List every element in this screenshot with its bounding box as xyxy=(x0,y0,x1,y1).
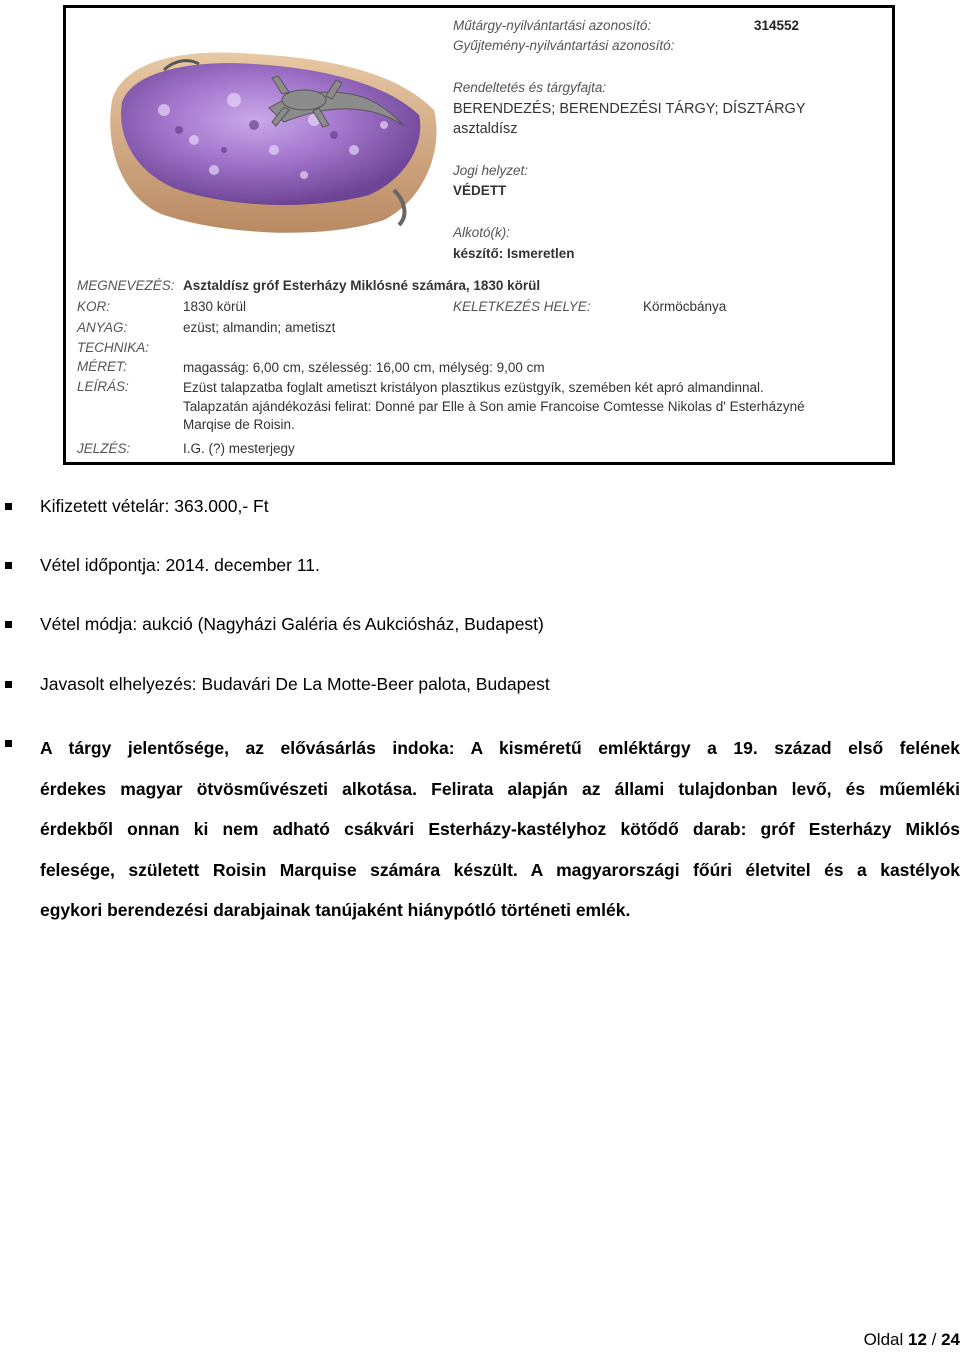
object-record-card xyxy=(63,5,895,465)
bullet-marker xyxy=(5,503,12,510)
total-pages: 24 xyxy=(941,1330,960,1349)
description-line-1: Ezüst talapzatba foglalt ametiszt kristályon plasztikus ezüstgyík, szemében két apró almandinnal. xyxy=(183,380,764,395)
purpose-value: BERENDEZÉS; BERENDEZÉSI TÁRGY; DÍSZTÁRGY xyxy=(453,101,806,117)
name-label: MEGNEVEZÉS: xyxy=(77,278,175,293)
page-prefix: Oldal xyxy=(863,1330,908,1349)
bullet-marker xyxy=(5,562,12,569)
legal-status-value: VÉDETT xyxy=(453,183,507,198)
list-item-method: Vétel módja: aukció (Nagyházi Galéria és Aukciósház, Budapest) xyxy=(40,614,544,634)
registry-number: 314552 xyxy=(754,18,800,33)
description-label: LEÍRÁS: xyxy=(77,379,129,394)
paragraph-line-3: érdekből onnan ki nem adható csákvári Esterházy-kastélyhoz kötődő darab: gróf Esterházy Miklós xyxy=(40,819,960,839)
paragraph-line-2: érdekes magyar ötvösművészeti alkotása. Felirata alapján az állami tulajdonban levő, és műemléki xyxy=(40,778,960,799)
technique-label: TECHNIKA: xyxy=(77,340,150,355)
mark-label: JELZÉS: xyxy=(77,441,131,456)
mark-value: I.G. (?) mesterjegy xyxy=(183,441,295,456)
bullet-marker xyxy=(5,621,12,628)
material-value: ezüst; almandin; ametiszt xyxy=(183,320,336,335)
purpose-label: Rendeltetés és tárgyfajta: xyxy=(453,80,607,95)
author-value: készítő: Ismeretlen xyxy=(453,246,575,261)
paragraph-line-5: egykori berendezési darabjainak tanújaként hiánypótló történeti emlék. xyxy=(40,900,631,920)
description-line-2: Talapzatán ajándékozási felirat: Donné par Elle à Son amie Francoise Comtesse Nikolas d' Esterházyné xyxy=(183,399,805,414)
list-item-date: Vétel időpontja: 2014. december 11. xyxy=(40,555,320,575)
page-number xyxy=(864,1330,960,1350)
legal-status-label: Jogi helyzet: xyxy=(453,163,529,178)
object-type-value: asztaldísz xyxy=(453,121,518,137)
amethyst-lizard-photo xyxy=(104,30,444,240)
bullet-marker xyxy=(5,681,12,688)
origin-value: Körmöcbánya xyxy=(643,299,727,314)
origin-label: KELETKEZÉS HELYE: xyxy=(453,299,591,314)
description-line-3: Marqise de Roisin. xyxy=(183,417,295,432)
size-label: MÉRET: xyxy=(77,359,127,374)
material-label: ANYAG: xyxy=(77,320,128,335)
paragraph-line-4: felesége, született Roisin Marquise számára készült. A magyarországi főúri életvitel és a kastélyok xyxy=(40,859,960,880)
current-page: 12 xyxy=(907,1330,927,1349)
size-value: magasság: 6,00 cm, szélesség: 16,00 cm, mélység: 9,00 cm xyxy=(183,360,545,375)
significance-paragraph xyxy=(40,728,960,931)
artwork-registry-id-label: Műtárgy-nyilvántartási azonosító: xyxy=(453,18,652,33)
collection-registry-id-label: Gyűjtemény-nyilvántartási azonosító: xyxy=(453,38,675,53)
name-value: Asztaldísz gróf Esterházy Miklósné számára, 1830 körül xyxy=(183,278,541,293)
age-label: KOR: xyxy=(77,299,111,314)
list-item-price: Kifizetett vételár: 363.000,- Ft xyxy=(40,496,269,516)
bullet-marker xyxy=(5,740,12,747)
paragraph-line-1: A tárgy jelentősége, az elővásárlás indoka: A kisméretű emléktárgy a 19. század első felének xyxy=(40,738,960,758)
age-value: 1830 körül xyxy=(183,299,247,314)
page-separator: / xyxy=(926,1330,942,1349)
author-label: Alkotó(k): xyxy=(453,225,511,240)
list-item-placement: Javasolt elhelyezés: Budavári De La Motte-Beer palota, Budapest xyxy=(40,674,550,694)
